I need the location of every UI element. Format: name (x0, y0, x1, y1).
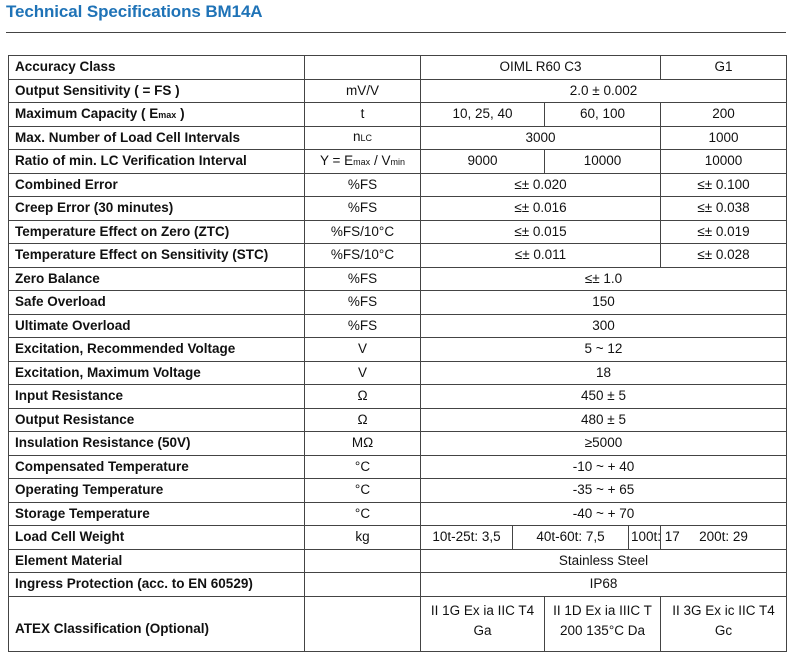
table-row (9, 173, 787, 197)
param-label: Excitation, Recommended Voltage (9, 338, 305, 362)
unit-text: n (352, 129, 361, 145)
unit-cell (305, 150, 421, 174)
value-cell: 150 (421, 291, 787, 315)
value-cell: ≤± 0.015 (421, 220, 661, 244)
value-cell: 2.0 ± 0.002 (421, 79, 787, 103)
unit-cell (305, 126, 421, 150)
param-label: ATEX Classification (Optional) (9, 596, 305, 651)
table-row (9, 291, 787, 315)
table-row (9, 502, 787, 526)
value-cell: ≥5000 (421, 432, 787, 456)
table-row (9, 385, 787, 409)
unit-subscript: max (353, 156, 371, 167)
unit-cell: %FS (305, 197, 421, 221)
title-divider (6, 32, 786, 33)
param-label: Excitation, Maximum Voltage (9, 361, 305, 385)
param-label: Accuracy Class (9, 56, 305, 80)
unit-cell: %FS (305, 173, 421, 197)
unit-cell (305, 56, 421, 80)
table-row (9, 314, 787, 338)
value-cell: 5 ~ 12 (421, 338, 787, 362)
unit-cell: Ω (305, 408, 421, 432)
table-row (9, 244, 787, 268)
table-row (9, 338, 787, 362)
unit-cell: °C (305, 502, 421, 526)
table-row (9, 573, 787, 597)
value-cell: ≤± 0.028 (661, 244, 787, 268)
value-cell: 10000 (661, 150, 787, 174)
unit-cell: %FS (305, 314, 421, 338)
value-cell: IP68 (421, 573, 787, 597)
value-cell: 200t: 29 (661, 526, 787, 550)
value-cell: 200 (661, 103, 787, 127)
param-label: Ratio of min. LC Verification Interval (9, 150, 305, 174)
table-row (9, 103, 787, 127)
unit-cell: t (305, 103, 421, 127)
param-label (9, 103, 305, 127)
value-cell: 100t: 17 (629, 526, 661, 550)
table-row (9, 432, 787, 456)
param-label: Temperature Effect on Zero (ZTC) (9, 220, 305, 244)
unit-cell: %FS (305, 267, 421, 291)
value-cell: ≤± 0.020 (421, 173, 661, 197)
param-label: Operating Temperature (9, 479, 305, 503)
value-cell: G1 (661, 56, 787, 80)
unit-cell: V (305, 361, 421, 385)
table-row (9, 479, 787, 503)
param-label: Ultimate Overload (9, 314, 305, 338)
table-row (9, 197, 787, 221)
table-row (9, 126, 787, 150)
unit-cell (305, 549, 421, 573)
value-cell: 450 ± 5 (421, 385, 787, 409)
param-label: Input Resistance (9, 385, 305, 409)
table-row (9, 220, 787, 244)
value-cell: -35 ~ + 65 (421, 479, 787, 503)
value-cell: II 1D Ex ia IIIC T 200 135°C Da (545, 596, 661, 651)
value-cell: 10t-25t: 3,5 (421, 526, 513, 550)
param-label: Ingress Protection (acc. to EN 60529) (9, 573, 305, 597)
value-cell: 18 (421, 361, 787, 385)
unit-cell: %FS (305, 291, 421, 315)
param-label: Compensated Temperature (9, 455, 305, 479)
unit-cell: V (305, 338, 421, 362)
table-row (9, 79, 787, 103)
param-label: Safe Overload (9, 291, 305, 315)
table-row (9, 596, 787, 651)
unit-subscript: min (390, 156, 405, 167)
page-title: Technical Specifications BM14A (6, 2, 263, 21)
param-label: Storage Temperature (9, 502, 305, 526)
param-label-subscript: max (158, 109, 177, 120)
unit-cell: °C (305, 455, 421, 479)
param-label: Insulation Resistance (50V) (9, 432, 305, 456)
table-row (9, 56, 787, 80)
unit-text: Y = E (320, 152, 354, 168)
table-row (9, 455, 787, 479)
unit-cell (305, 596, 421, 651)
param-label: Temperature Effect on Sensitivity (STC) (9, 244, 305, 268)
param-label: Max. Number of Load Cell Intervals (9, 126, 305, 150)
value-cell: ≤± 0.038 (661, 197, 787, 221)
value-cell: ≤± 0.011 (421, 244, 661, 268)
value-cell: 10000 (545, 150, 661, 174)
value-cell: II 1G Ex ia IIC T4 Ga (421, 596, 545, 651)
value-cell: 60, 100 (545, 103, 661, 127)
value-cell: -40 ~ + 70 (421, 502, 787, 526)
value-cell: ≤± 0.100 (661, 173, 787, 197)
value-cell: ≤± 1.0 (421, 267, 787, 291)
value-cell: 3000 (421, 126, 661, 150)
param-label: Creep Error (30 minutes) (9, 197, 305, 221)
value-cell: 1000 (661, 126, 787, 150)
param-label: Output Sensitivity ( = FS ) (9, 79, 305, 103)
table-row (9, 267, 787, 291)
param-label: Load Cell Weight (9, 526, 305, 550)
value-cell: ≤± 0.016 (421, 197, 661, 221)
param-label: Output Resistance (9, 408, 305, 432)
unit-subscript: LC (360, 133, 373, 144)
table-row (9, 408, 787, 432)
value-cell: -10 ~ + 40 (421, 455, 787, 479)
param-label-text: Maximum Capacity ( E (15, 105, 159, 121)
value-cell: 40t-60t: 7,5 (513, 526, 629, 550)
unit-cell: Ω (305, 385, 421, 409)
unit-cell: %FS/10°C (305, 220, 421, 244)
specifications-table (8, 55, 787, 652)
value-cell: Stainless Steel (421, 549, 787, 573)
param-label: Combined Error (9, 173, 305, 197)
value-cell: OIML R60 C3 (421, 56, 661, 80)
table-row (9, 549, 787, 573)
param-label: Zero Balance (9, 267, 305, 291)
table-row (9, 150, 787, 174)
value-cell: 480 ± 5 (421, 408, 787, 432)
param-label-end: ) (176, 105, 185, 121)
unit-cell: %FS/10°C (305, 244, 421, 268)
unit-cell: mV/V (305, 79, 421, 103)
table-row (9, 526, 787, 550)
unit-cell: °C (305, 479, 421, 503)
param-label: Element Material (9, 549, 305, 573)
value-cell: ≤± 0.019 (661, 220, 787, 244)
unit-cell: MΩ (305, 432, 421, 456)
unit-text: / V (370, 152, 391, 168)
unit-cell: kg (305, 526, 421, 550)
value-cell: 300 (421, 314, 787, 338)
value-cell: 9000 (421, 150, 545, 174)
table-row (9, 361, 787, 385)
value-cell: II 3G Ex ic IIC T4 Gc (661, 596, 787, 651)
unit-cell (305, 573, 421, 597)
value-cell: 10, 25, 40 (421, 103, 545, 127)
